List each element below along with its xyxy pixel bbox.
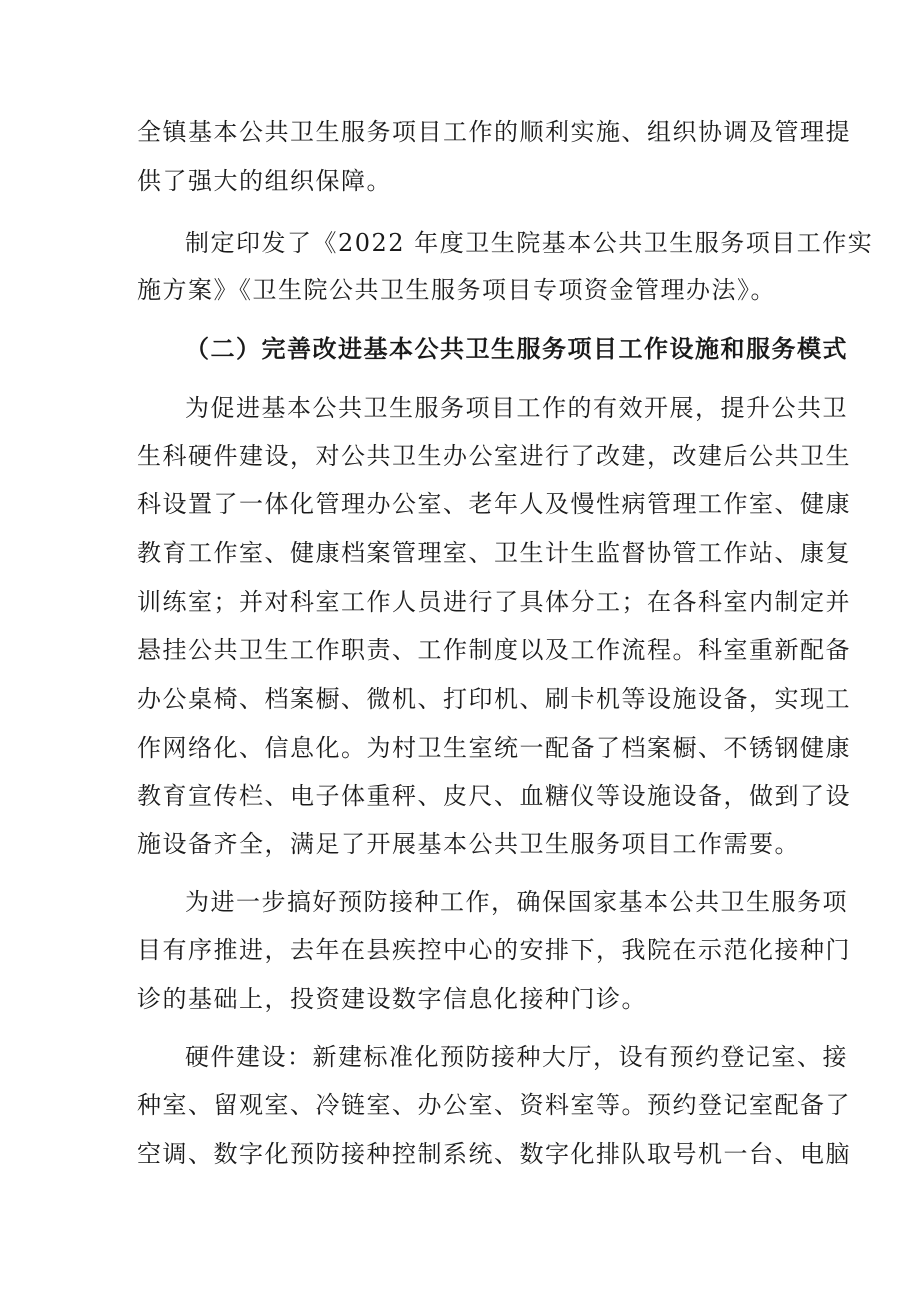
- paragraph-3-line-3: 科设置了一体化管理办公室、老年人及慢性病管理工作室、健康: [137, 490, 851, 518]
- paragraph-3-line-9: 教育宣传栏、电子体重秤、皮尺、血糖仪等设施设备，做到了设: [137, 782, 851, 810]
- paragraph-5-line-1: 硬件建设：新建标准化预防接种大厅，设有预约登记室、接: [185, 1043, 848, 1071]
- paragraph-5-line-2: 种室、留观室、冷链室、办公室、资料室等。预约登记室配备了: [137, 1091, 851, 1119]
- paragraph-3-line-5: 训练室；并对科室工作人员进行了具体分工；在各科室内制定并: [137, 588, 851, 616]
- paragraph-4-line-3: 诊的基础上，投资建设数字信息化接种门诊。: [137, 985, 647, 1013]
- paragraph-3-line-4: 教育工作室、健康档案管理室、卫生计生监督协管工作站、康复: [137, 539, 851, 567]
- paragraph-4-line-1: 为进一步搞好预防接种工作，确保国家基本公共卫生服务项: [185, 888, 848, 916]
- paragraph-3-line-2: 生科硬件建设，对公共卫生办公室进行了改建，改建后公共卫生: [137, 442, 851, 470]
- section-heading: （二）完善改进基本公共卫生服务项目工作设施和服务模式: [185, 334, 848, 363]
- paragraph-3-line-10: 施设备齐全，满足了开展基本公共卫生服务项目工作需要。: [137, 830, 800, 858]
- paragraph-2-line-1: 制定印发了《2022 年度卫生院基本公共卫生服务项目工作实: [185, 229, 874, 257]
- paragraph-1-line-1: 全镇基本公共卫生服务项目工作的顺利实施、组织协调及管理提: [137, 118, 851, 146]
- paragraph-3-line-1: 为促进基本公共卫生服务项目工作的有效开展，提升公共卫: [185, 394, 848, 422]
- paragraph-3-line-7: 办公桌椅、档案橱、微机、打印机、刷卡机等设施设备，实现工: [137, 685, 851, 713]
- paragraph-5-line-3: 空调、数字化预防接种控制系统、数字化排队取号机一台、电脑: [137, 1140, 851, 1168]
- paragraph-3-line-8: 作网络化、信息化。为村卫生室统一配备了档案橱、不锈钢健康: [137, 734, 851, 762]
- paragraph-4-line-2: 目有序推进，去年在县疾控中心的安排下，我院在示范化接种门: [137, 936, 851, 964]
- paragraph-1-line-2: 供了强大的组织保障。: [137, 167, 392, 195]
- paragraph-2-line-2: 施方案》《卫生院公共卫生服务项目专项资金管理办法》。: [137, 276, 776, 304]
- paragraph-3-line-6: 悬挂公共卫生工作职责、工作制度以及工作流程。科室重新配备: [137, 636, 851, 664]
